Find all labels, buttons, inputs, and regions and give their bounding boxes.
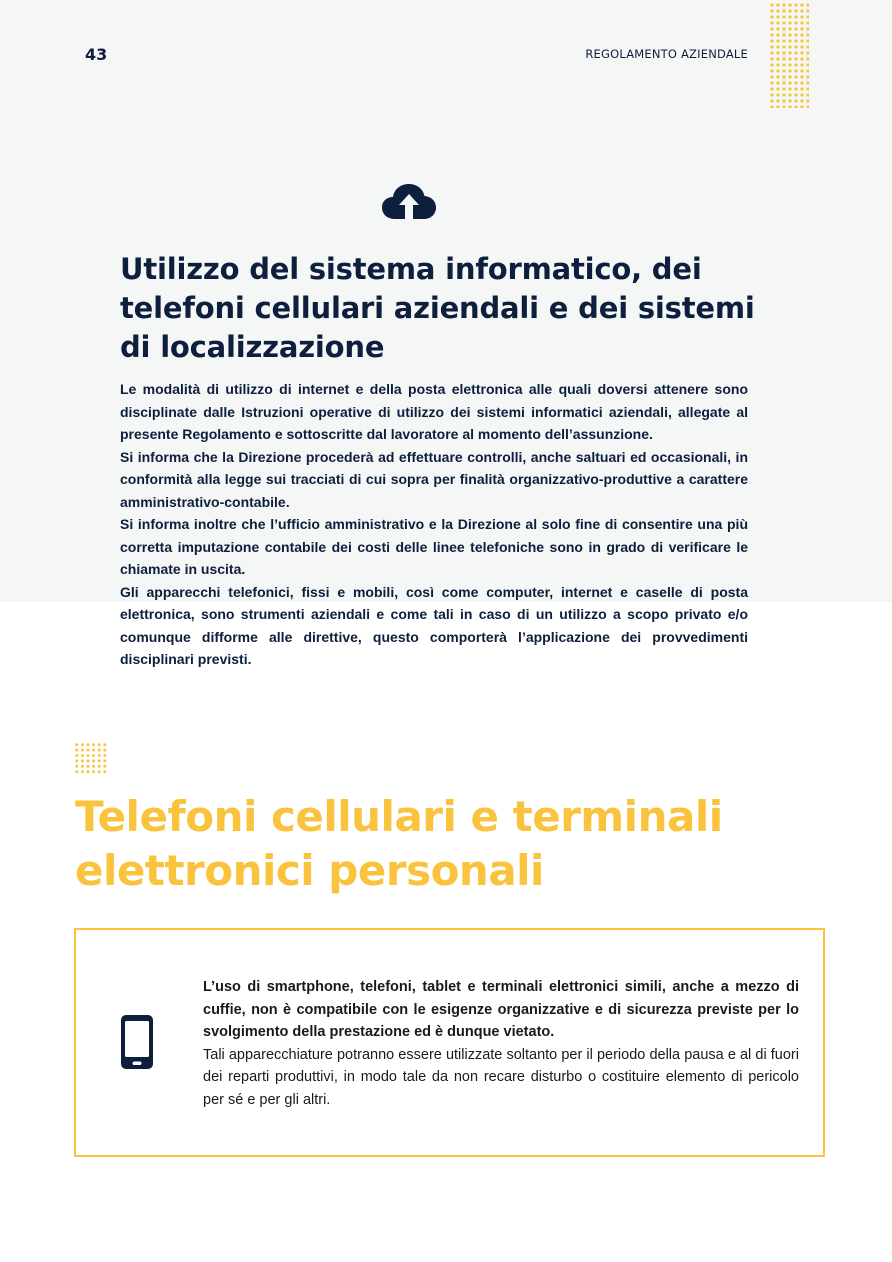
running-header: REGOLAMENTO AZIENDALE: [585, 47, 748, 61]
body-paragraph: Le modalità di utilizzo di internet e della posta elettronica alle quali doversi attenere sono disciplinate dalle Istruzioni operative di utilizzo dei sistemi informatici aziendali, allegate al presente Regolamento e sottoscritte dal lavoratore al momento dell’assunzione.: [120, 381, 748, 442]
notice-paragraph: Tali apparecchiature potranno essere utilizzate soltanto per il periodo della pausa e al di fuori dei reparti produttivi, in modo tale da non recare disturbo o costituire elemento di pericolo per sé e per gli altri.: [203, 1046, 799, 1108]
page-number: 43: [85, 45, 108, 64]
decorative-dot-grid-top: [769, 2, 809, 108]
section-body: [120, 378, 748, 671]
body-paragraph: Gli apparecchi telefonici, fissi e mobili, così come computer, internet e caselle di posta elettronica, sono strumenti aziendali e come tali in caso di un utilizzo a scopo privato e/o comunque difforme alle direttive, questo comporterà l’applicazione dei provvedimenti disciplinari previsti.: [120, 583, 748, 667]
notice-text: [203, 976, 799, 1111]
subsection-title: Telefoni cellulari e terminali elettronici personali: [75, 792, 723, 895]
section-title: Utilizzo del sistema informatico, dei telefoni cellulari aziendali e dei sistemi di localizzazione: [120, 252, 755, 364]
body-paragraph: Si informa inoltre che l’ufficio amministrativo e la Direzione al solo fine di consentire una più corretta imputazione contabile dei costi delle linee telefoniche sono in grado di verificare le chiamate in uscita.: [120, 516, 748, 577]
notice-box: [74, 928, 825, 1157]
decorative-dot-grid-middle: [74, 742, 108, 774]
body-paragraph: Si informa che la Direzione procederà ad effettuare controlli, anche saltuari ed occasionali, in conformità alla legge sui tracciati di cui sopra per finalità organizzativo-produttive a carattere amministrativo-contabile.: [120, 448, 748, 510]
notice-lead: L’uso di smartphone, telefoni, tablet e terminali elettronici simili, anche a mezzo di cuffie, non è compatibile con le esigenze organizzative e di sicurezza previste per lo svolgimento della prestazione ed è dunque vietato.: [203, 979, 799, 1040]
cloud-upload-icon: [382, 184, 436, 220]
smartphone-icon: [120, 1014, 154, 1070]
